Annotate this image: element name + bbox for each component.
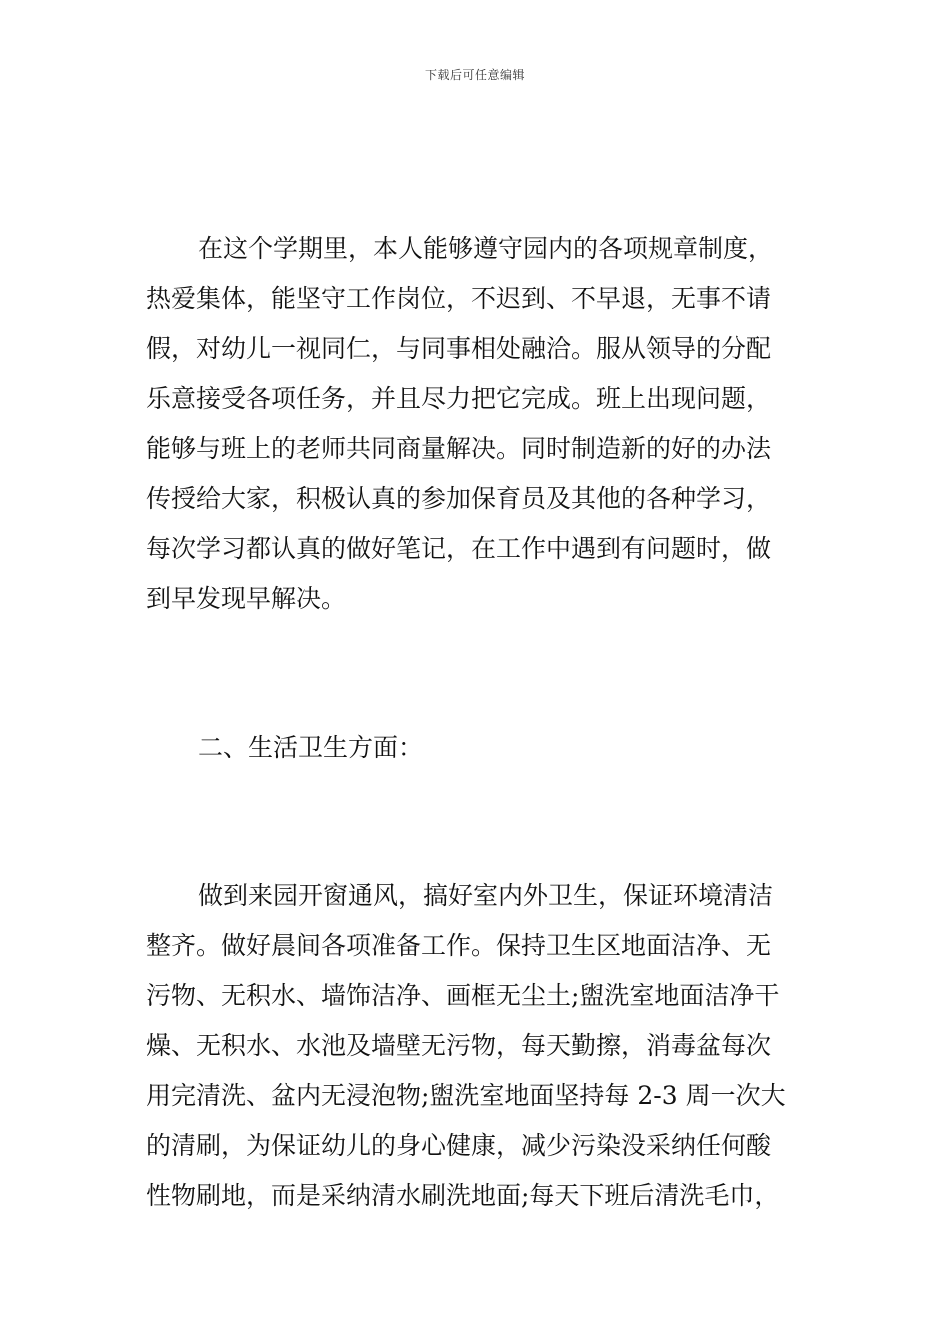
paragraph-line: 热爱集体，能坚守工作岗位，不迟到、不早退，无事不请	[146, 284, 772, 313]
paragraph-line: 性物刷地，而是采纳清水刷洗地面;每天下班后清洗毛巾，	[146, 1181, 780, 1210]
paragraph-line: 假，对幼儿一视同仁，与同事相处融洽。服从领导的分配	[146, 334, 772, 363]
paragraph-line: 污物、无积水、墙饰洁净、画框无尘土;盥洗室地面洁净干	[146, 981, 780, 1010]
paragraph-conduct	[146, 224, 810, 624]
section-heading-text: 二、生活卫生方面：	[198, 733, 424, 762]
paragraph-line: 做到来园开窗通风，搞好室内外卫生，保证环境清洁	[198, 881, 774, 910]
paragraph-line: 的清刷，为保证幼儿的身心健康，减少污染没采纳任何酸	[146, 1131, 772, 1160]
paragraph-line: 到早发现早解决。	[146, 584, 347, 613]
paragraph-line: 乐意接受各项任务，并且尽力把它完成。班上出现问题，	[146, 384, 772, 413]
paragraph-line: 用完清洗、盆内无浸泡物;盥洗室地面坚持每 2-3 周一次大	[146, 1081, 786, 1110]
page-header-note: 下载后可任意编辑	[424, 68, 525, 82]
section-heading	[146, 723, 810, 773]
paragraph-line: 每次学习都认真的做好笔记，在工作中遇到有问题时，做	[146, 534, 772, 563]
paragraph-line: 整齐。做好晨间各项准备工作。保持卫生区地面洁净、无	[146, 931, 772, 960]
paragraph-line: 传授给大家，积极认真的参加保育员及其他的各种学习，	[146, 484, 772, 513]
paragraph-hygiene	[146, 871, 810, 1221]
paragraph-line: 能够与班上的老师共同商量解决。同时制造新的好的办法	[146, 434, 772, 463]
paragraph-line: 在这个学期里，本人能够遵守园内的各项规章制度，	[198, 234, 774, 263]
paragraph-line: 燥、无积水、水池及墙壁无污物，每天勤擦，消毒盆每次	[146, 1031, 772, 1060]
